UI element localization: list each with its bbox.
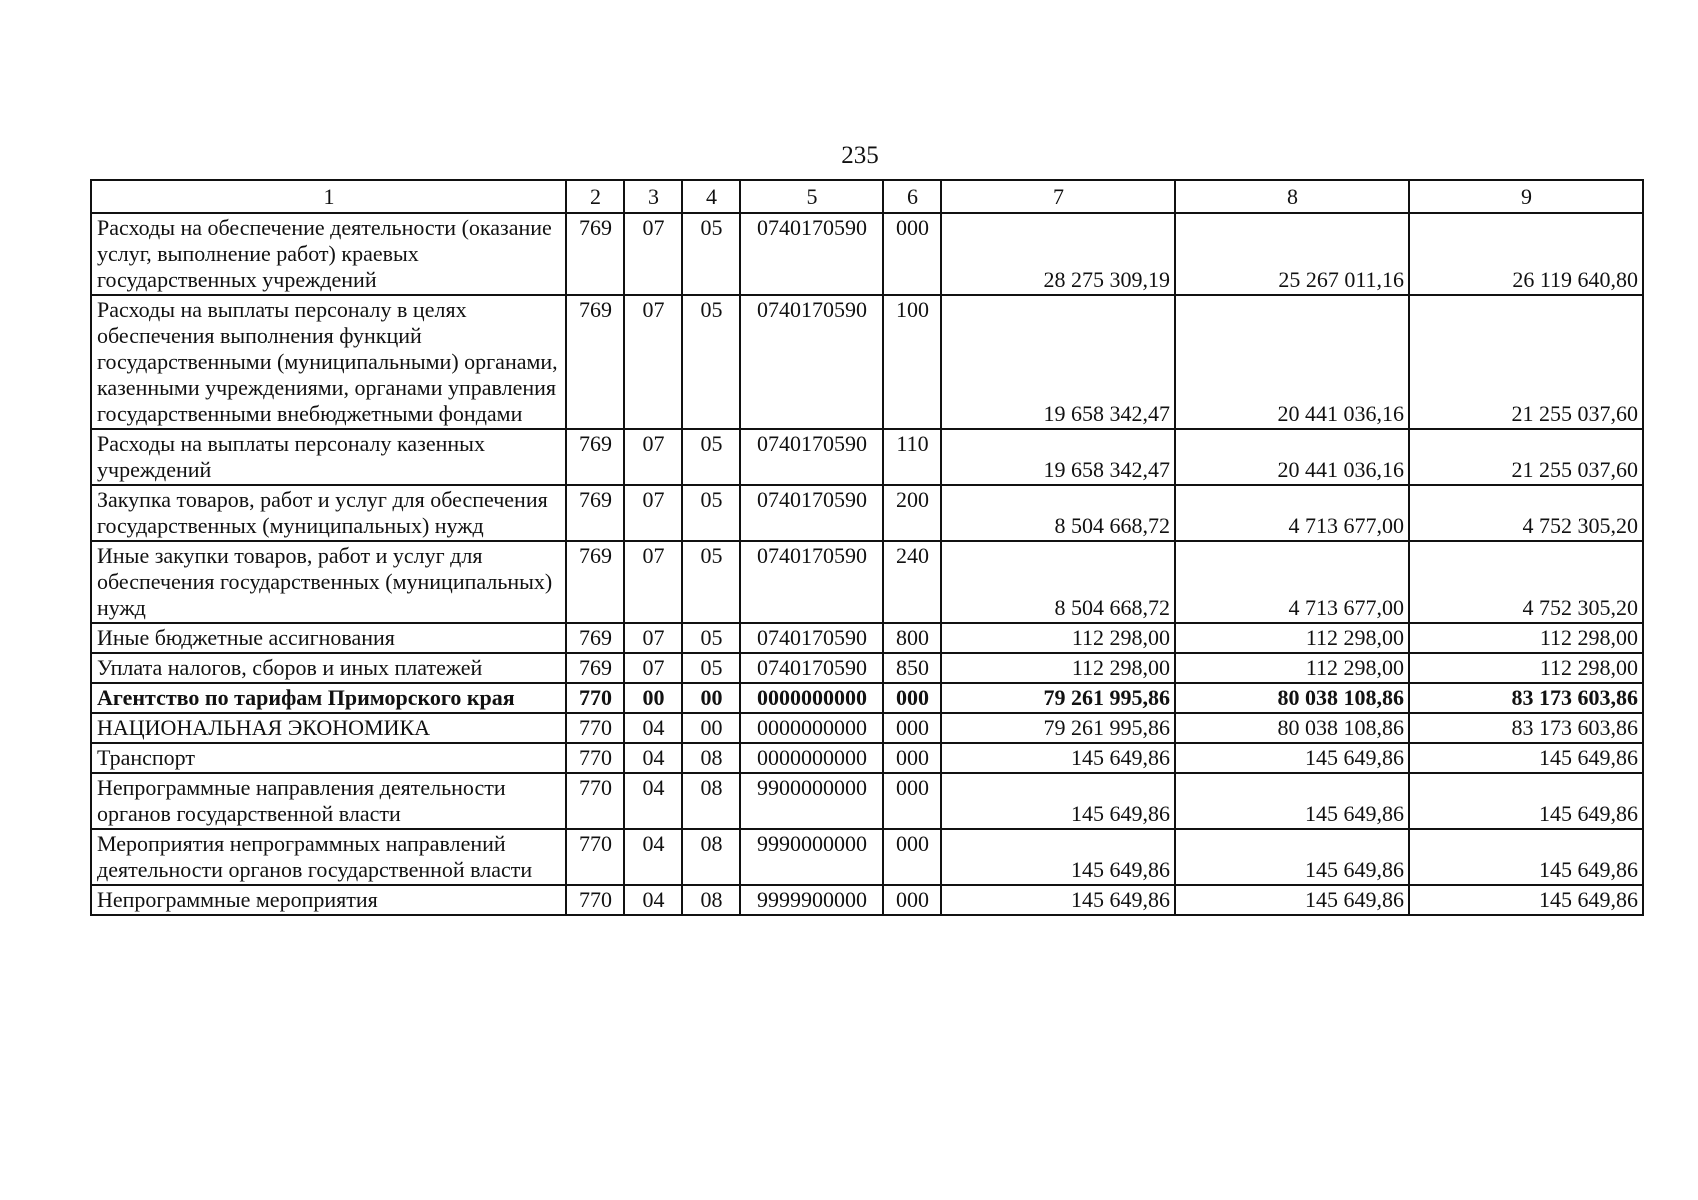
- target-article-code: 9900000000: [740, 773, 883, 829]
- expense-type-code: 240: [883, 541, 941, 623]
- column-header: 3: [624, 180, 682, 213]
- table-row: [91, 829, 1643, 885]
- section-code: 00: [624, 683, 682, 713]
- expense-type-code: 100: [883, 295, 941, 429]
- ministry-code: 770: [566, 713, 624, 743]
- amount-col9: 4 752 305,20: [1409, 541, 1643, 623]
- column-header: 2: [566, 180, 624, 213]
- ministry-code: 769: [566, 623, 624, 653]
- row-name: Непрограммные направления деятельности органов государственной власти: [91, 773, 566, 829]
- table-row: [91, 485, 1643, 541]
- amount-col8: 20 441 036,16: [1175, 429, 1409, 485]
- amount-col7: 145 649,86: [941, 743, 1175, 773]
- row-name: Расходы на выплаты персоналу казенных учреждений: [91, 429, 566, 485]
- subsection-code: 05: [682, 485, 740, 541]
- amount-col8: 145 649,86: [1175, 743, 1409, 773]
- subsection-code: 08: [682, 829, 740, 885]
- amount-col9: 21 255 037,60: [1409, 295, 1643, 429]
- table-row: [91, 541, 1643, 623]
- ministry-code: 770: [566, 743, 624, 773]
- table-row: [91, 623, 1643, 653]
- ministry-code: 769: [566, 295, 624, 429]
- amount-col9: 21 255 037,60: [1409, 429, 1643, 485]
- amount-col9: 83 173 603,86: [1409, 713, 1643, 743]
- amount-col9: 112 298,00: [1409, 623, 1643, 653]
- column-header: 4: [682, 180, 740, 213]
- row-name: Мероприятия непрограммных направлений деятельности органов государственной власти: [91, 829, 566, 885]
- amount-col7: 145 649,86: [941, 885, 1175, 915]
- amount-col8: 112 298,00: [1175, 653, 1409, 683]
- column-header: 8: [1175, 180, 1409, 213]
- amount-col7: 79 261 995,86: [941, 713, 1175, 743]
- section-code: 07: [624, 485, 682, 541]
- amount-col9: 4 752 305,20: [1409, 485, 1643, 541]
- amount-col7: 79 261 995,86: [941, 683, 1175, 713]
- expense-type-code: 800: [883, 623, 941, 653]
- table-row-agency-total: [91, 683, 1643, 713]
- amount-col9: 145 649,86: [1409, 743, 1643, 773]
- amount-col8: 112 298,00: [1175, 623, 1409, 653]
- amount-col8: 145 649,86: [1175, 773, 1409, 829]
- subsection-code: 05: [682, 623, 740, 653]
- amount-col9: 145 649,86: [1409, 885, 1643, 915]
- table-row: [91, 213, 1643, 295]
- page-number: 235: [841, 142, 879, 169]
- table-row: [91, 653, 1643, 683]
- amount-col8: 4 713 677,00: [1175, 541, 1409, 623]
- amount-col8: 80 038 108,86: [1175, 683, 1409, 713]
- amount-col7: 112 298,00: [941, 653, 1175, 683]
- amount-col9: 26 119 640,80: [1409, 213, 1643, 295]
- table-row: [91, 773, 1643, 829]
- table-row: [91, 713, 1643, 743]
- amount-col9: 112 298,00: [1409, 653, 1643, 683]
- row-name: Агентство по тарифам Приморского края: [91, 683, 566, 713]
- ministry-code: 770: [566, 773, 624, 829]
- section-code: 07: [624, 541, 682, 623]
- section-code: 04: [624, 885, 682, 915]
- section-code: 04: [624, 829, 682, 885]
- target-article-code: 0740170590: [740, 623, 883, 653]
- expense-type-code: 000: [883, 713, 941, 743]
- row-name: Непрограммные мероприятия: [91, 885, 566, 915]
- subsection-code: 00: [682, 713, 740, 743]
- amount-col7: 8 504 668,72: [941, 541, 1175, 623]
- section-code: 07: [624, 295, 682, 429]
- ministry-code: 769: [566, 213, 624, 295]
- expense-type-code: 000: [883, 773, 941, 829]
- amount-col8: 145 649,86: [1175, 829, 1409, 885]
- target-article-code: 0740170590: [740, 295, 883, 429]
- amount-col7: 19 658 342,47: [941, 295, 1175, 429]
- section-code: 07: [624, 429, 682, 485]
- row-name: Уплата налогов, сборов и иных платежей: [91, 653, 566, 683]
- row-name: Транспорт: [91, 743, 566, 773]
- expense-type-code: 850: [883, 653, 941, 683]
- amount-col7: 145 649,86: [941, 773, 1175, 829]
- expense-type-code: 000: [883, 829, 941, 885]
- target-article-code: 0740170590: [740, 485, 883, 541]
- ministry-code: 769: [566, 653, 624, 683]
- amount-col7: 112 298,00: [941, 623, 1175, 653]
- subsection-code: 08: [682, 743, 740, 773]
- amount-col8: 25 267 011,16: [1175, 213, 1409, 295]
- target-article-code: 0000000000: [740, 713, 883, 743]
- column-header: 6: [883, 180, 941, 213]
- subsection-code: 05: [682, 295, 740, 429]
- column-header: 9: [1409, 180, 1643, 213]
- subsection-code: 05: [682, 541, 740, 623]
- target-article-code: 0000000000: [740, 743, 883, 773]
- ministry-code: 769: [566, 429, 624, 485]
- amount-col9: 83 173 603,86: [1409, 683, 1643, 713]
- subsection-code: 00: [682, 683, 740, 713]
- section-code: 07: [624, 623, 682, 653]
- row-name: НАЦИОНАЛЬНАЯ ЭКОНОМИКА: [91, 713, 566, 743]
- column-header: 7: [941, 180, 1175, 213]
- table-row: [91, 743, 1643, 773]
- amount-col9: 145 649,86: [1409, 773, 1643, 829]
- amount-col7: 8 504 668,72: [941, 485, 1175, 541]
- section-code: 07: [624, 213, 682, 295]
- expense-type-code: 000: [883, 885, 941, 915]
- ministry-code: 769: [566, 485, 624, 541]
- row-name: Расходы на обеспечение деятельности (оказание услуг, выполнение работ) краевых государственных учреждений: [91, 213, 566, 295]
- table-header-row: [91, 180, 1643, 213]
- section-code: 04: [624, 773, 682, 829]
- amount-col8: 145 649,86: [1175, 885, 1409, 915]
- subsection-code: 05: [682, 653, 740, 683]
- expense-type-code: 200: [883, 485, 941, 541]
- ministry-code: 770: [566, 829, 624, 885]
- row-name: Закупка товаров, работ и услуг для обеспечения государственных (муниципальных) нужд: [91, 485, 566, 541]
- section-code: 07: [624, 653, 682, 683]
- target-article-code: 0000000000: [740, 683, 883, 713]
- budget-table: [90, 179, 1644, 916]
- subsection-code: 05: [682, 429, 740, 485]
- ministry-code: 770: [566, 683, 624, 713]
- row-name: Иные бюджетные ассигнования: [91, 623, 566, 653]
- expense-type-code: 000: [883, 743, 941, 773]
- target-article-code: 9999900000: [740, 885, 883, 915]
- row-name: Иные закупки товаров, работ и услуг для обеспечения государственных (муниципальных) нужд: [91, 541, 566, 623]
- subsection-code: 08: [682, 885, 740, 915]
- table-row: [91, 885, 1643, 915]
- section-code: 04: [624, 713, 682, 743]
- target-article-code: 9990000000: [740, 829, 883, 885]
- ministry-code: 770: [566, 885, 624, 915]
- amount-col7: 19 658 342,47: [941, 429, 1175, 485]
- target-article-code: 0740170590: [740, 213, 883, 295]
- table-row: [91, 429, 1643, 485]
- expense-type-code: 000: [883, 213, 941, 295]
- target-article-code: 0740170590: [740, 541, 883, 623]
- amount-col7: 145 649,86: [941, 829, 1175, 885]
- ministry-code: 769: [566, 541, 624, 623]
- target-article-code: 0740170590: [740, 653, 883, 683]
- amount-col9: 145 649,86: [1409, 829, 1643, 885]
- amount-col8: 4 713 677,00: [1175, 485, 1409, 541]
- amount-col8: 20 441 036,16: [1175, 295, 1409, 429]
- column-header: 1: [91, 180, 566, 213]
- subsection-code: 08: [682, 773, 740, 829]
- amount-col7: 28 275 309,19: [941, 213, 1175, 295]
- target-article-code: 0740170590: [740, 429, 883, 485]
- column-header: 5: [740, 180, 883, 213]
- expense-type-code: 000: [883, 683, 941, 713]
- section-code: 04: [624, 743, 682, 773]
- row-name: Расходы на выплаты персоналу в целях обеспечения выполнения функций государственными (муниципальными) органами, казенными учреждениями, органами управления государственными внебюджетными фондами: [91, 295, 566, 429]
- amount-col8: 80 038 108,86: [1175, 713, 1409, 743]
- subsection-code: 05: [682, 213, 740, 295]
- expense-type-code: 110: [883, 429, 941, 485]
- table-row: [91, 295, 1643, 429]
